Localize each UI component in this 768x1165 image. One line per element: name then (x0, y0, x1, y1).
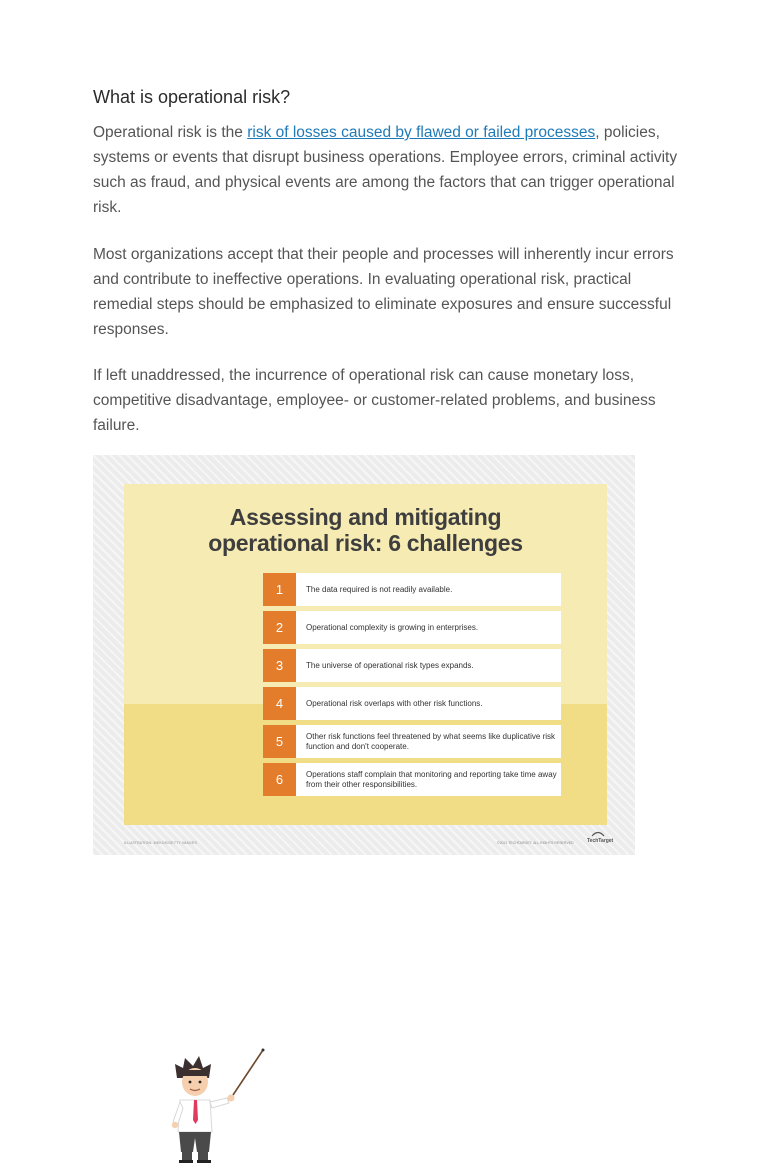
brand-logo-text: TechTarget (587, 838, 614, 844)
hand-right (228, 1095, 235, 1102)
leg-right (198, 1152, 208, 1160)
challenge-row (263, 725, 561, 758)
challenge-number: 1 (263, 573, 296, 606)
challenge-text: Operational complexity is growing in enterprises. (306, 622, 479, 632)
challenge-text: Operational risk overlaps with other risk functions. (306, 698, 483, 708)
illustration-credit: ILLUSTRATION: MEKOS/GETTY IMAGES (124, 841, 197, 845)
challenge-text: Other risk functions feel threatened by what seems like duplicative risk function and don't cooperate. (306, 731, 556, 751)
infographic (93, 455, 635, 855)
challenge-number: 4 (263, 687, 296, 720)
hairline (183, 1070, 207, 1076)
shoe-right (197, 1160, 211, 1163)
challenge-row (263, 573, 561, 606)
paragraph-organizations: Most organizations accept that their people and processes will inherently incur errors and contribute to ineffective operations. In evaluating operational risk, practical remedial steps should be emphasized to eliminate exposures and ensure successful responses. (93, 246, 674, 338)
pointer-stick (233, 1050, 263, 1095)
challenge-text: The data required is not readily available. (306, 584, 453, 594)
paragraph-definition (93, 120, 683, 220)
copyright-notice: ©2021 TECHTARGET. ALL RIGHTS RESERVED (497, 841, 574, 845)
infographic-title-line-2: operational risk: 6 challenges (208, 530, 523, 556)
challenge-number: 2 (263, 611, 296, 644)
arm-right (210, 1098, 229, 1108)
pointer-tip (262, 1049, 265, 1052)
infographic-title-line-1: Assessing and mitigating (229, 504, 502, 530)
paragraph-text: , policies, systems or events that disrupt business operations. Employee errors, criminal activity such as fraud, and physical events are among the factors that can trigger operational risk. (93, 124, 678, 216)
challenge-text: The universe of operational risk types expands. (306, 660, 474, 670)
challenge-row (263, 611, 561, 644)
techtarget-logo-mark (591, 831, 605, 837)
challenge-number: 6 (263, 763, 296, 796)
page-title: What is operational risk? (93, 87, 291, 107)
challenge-row (263, 763, 561, 796)
challenge-number: 3 (263, 649, 296, 682)
hand-left (172, 1122, 178, 1128)
paragraph-text: Operational risk is the (93, 124, 248, 141)
shoe-left (179, 1160, 193, 1163)
eye-right (199, 1081, 202, 1084)
paragraph-consequences: If left unaddressed, the incurrence of operational risk can cause monetary loss, competitive disadvantage, employee- or customer-related problems, and business failure. (93, 367, 656, 434)
risk-losses-link[interactable]: risk of losses caused by flawed or failed processes (247, 124, 596, 141)
challenge-number: 5 (263, 725, 296, 758)
leg-left (182, 1152, 192, 1160)
presenter-illustration (165, 1040, 265, 1165)
infographic-panel (124, 484, 607, 825)
challenge-row (263, 649, 561, 682)
pants (179, 1132, 211, 1152)
challenge-row (263, 687, 561, 720)
infographic-title (124, 504, 607, 556)
eye-left (189, 1081, 192, 1084)
challenge-list (263, 573, 561, 801)
challenge-text: Operations staff complain that monitoring and reporting take time away from their other responsibilities. (306, 769, 557, 789)
